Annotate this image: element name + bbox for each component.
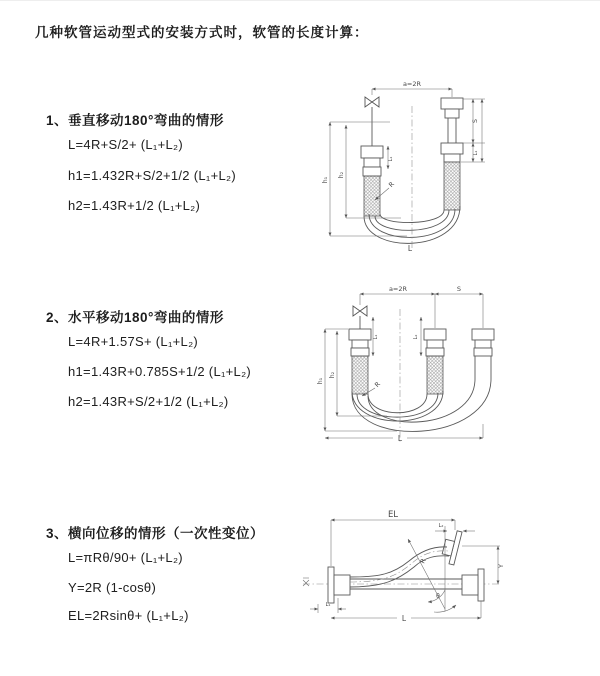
dim-l2-label: L₂ [413,334,419,340]
valve-icon [365,97,379,107]
braided-hose-left [352,356,368,394]
flange-fitting-left [361,146,383,216]
section3-heading: 3、横向位移的情形（一次性变位） [46,526,265,541]
dim-h2-label: h₂ [329,371,336,379]
centerline-end-mark [303,578,309,586]
radius-label: R [418,557,428,565]
dim-h1-label: h₁ [317,377,324,385]
radius-label: R [387,180,397,190]
dim-h2-label: h₂ [338,171,345,179]
length-label: L [407,244,413,253]
diagram-vertical-180-bend [315,76,585,266]
section1-formula-h1: h1=1.432R+S/2+1/2 (L₁+L₂) [68,168,236,183]
section1-formula-L: L=4R+S/2+ (L₁+L₂) [68,137,183,152]
flange-fitting-left [349,329,371,394]
page-title: 几种软管运动型式的安装方式时，软管的长度计算： [35,25,369,40]
flange-fitting-middle [424,329,446,394]
section1-heading: 1、垂直移动180°弯曲的情形 [46,113,224,128]
dim-l1-right-label: L₁ [473,150,479,156]
length-label: L [397,434,403,443]
section3-formula-EL: EL=2Rsinθ+ (L₁+L₂) [68,608,189,623]
dim-l1-label: L₁ [325,602,331,608]
flange-fitting-right [472,329,494,379]
radius-label: R [373,380,383,390]
valve-icon [353,306,367,316]
dim-a2r-label: a=2R [388,285,408,293]
section3-formula-L: L=πRθ/90+ (L₁+L₂) [68,550,183,565]
section1-formula-h2: h2=1.43R+1/2 (L₁+L₂) [68,198,201,213]
flange-left [328,567,350,603]
dim-l1-left-label: L₁ [388,156,394,162]
dim-el-label: EL [387,510,399,520]
dim-l2-label: L₂ [438,523,444,529]
hose-u-bend [352,379,491,431]
dim-l1-label: L₁ [373,334,379,340]
length-label: L [401,614,407,623]
braided-hose-right [444,162,460,210]
flange-fitting-right [441,98,463,210]
dim-a2r-label: a=2R [402,80,422,88]
flange-right [462,569,484,601]
dim-y-label: Y [497,564,505,568]
section2-formula-h2: h2=1.43R+S/2+1/2 (L₁+L₂) [68,394,229,409]
braided-hose-middle [427,356,443,394]
angle-marks [428,590,456,612]
section2-formula-h1: h1=1.43R+0.785S+1/2 (L₁+L₂) [68,364,252,379]
dim-s-label: S [456,285,462,293]
section2-heading: 2、水平移动180°弯曲的情形 [46,310,224,325]
dim-h1-label: h₁ [322,176,329,184]
section3-formula-Y: Y=2R (1-cosθ) [68,580,157,595]
dim-s-label: S [472,119,479,123]
hose-s-curve [350,547,449,587]
braided-hose-left [364,176,380,216]
diagram-lateral-displacement [295,506,595,661]
section2-formula-L: L=4R+1.57S+ (L₁+L₂) [68,334,199,349]
diagram-horizontal-180-bend [315,281,590,466]
angle-label: θ [436,593,440,600]
